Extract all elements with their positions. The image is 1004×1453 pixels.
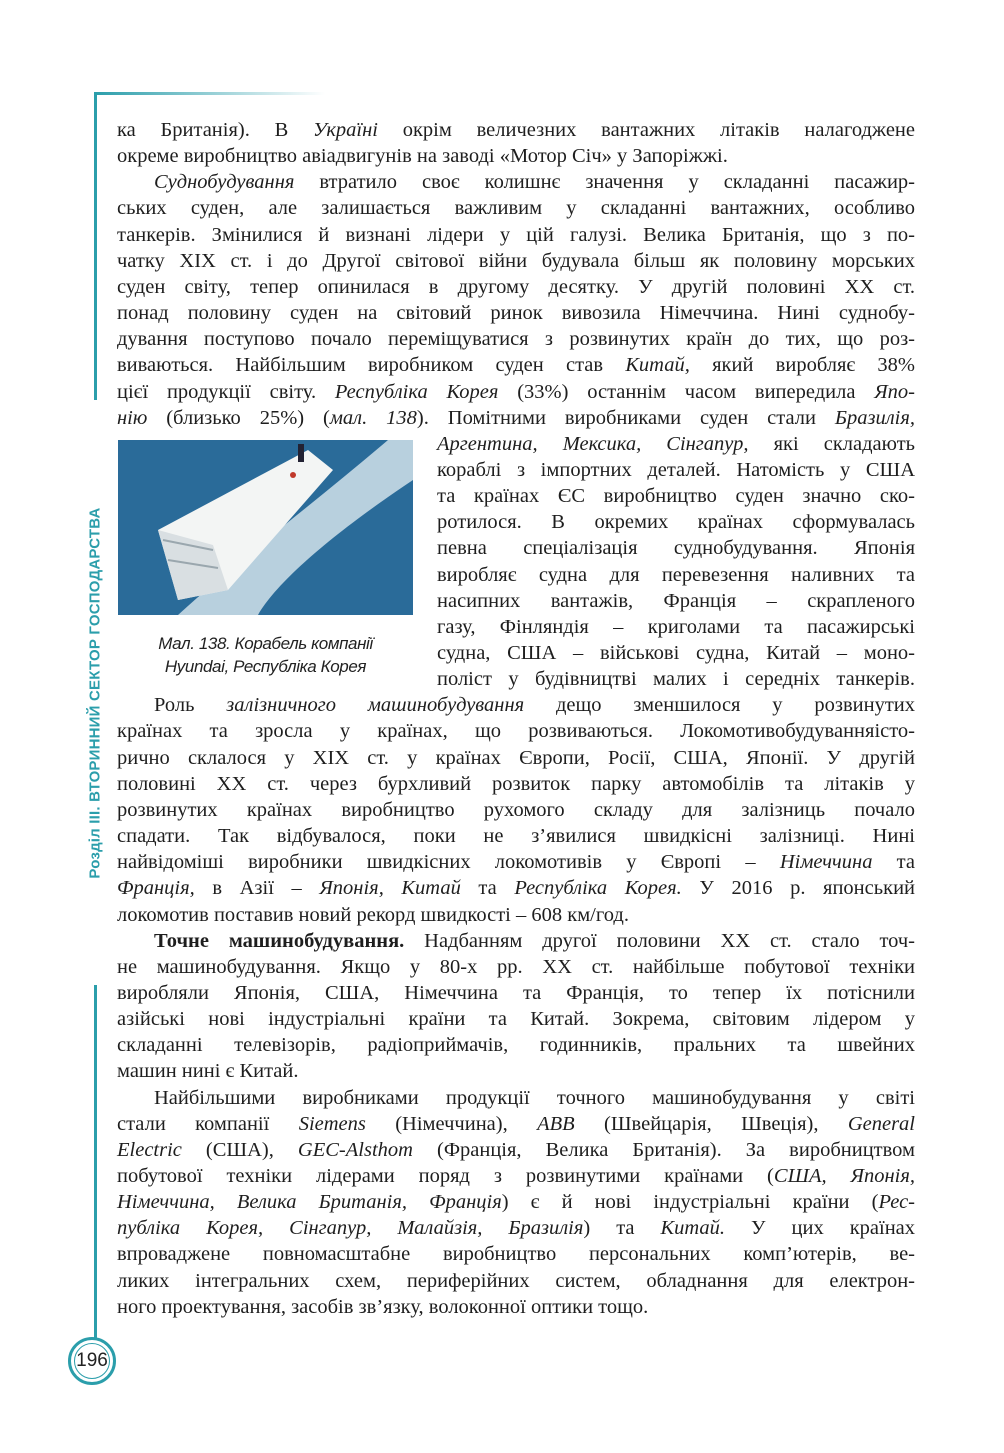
text-line (117, 1215, 915, 1241)
text-line (117, 405, 915, 431)
text-segment: ного проектування, засобів зв’язку, волоконної оптики тощо. (117, 1295, 649, 1318)
text-line (437, 614, 915, 640)
text-line (117, 1137, 915, 1163)
italic-term: Україні (313, 119, 378, 141)
text-line (117, 718, 915, 744)
italic-term: ABB (537, 1112, 575, 1135)
text-segment: рично склалося у XIX ст. у країнах Європи, Росії, США, Японії. У другій (117, 746, 915, 769)
text-segment: газу, Фінляндія – криголами та пасажирські (437, 615, 915, 638)
text-segment: спадати. Так відбувалося, поки не з’явилися швидкісні залізниці. Нині (117, 825, 915, 848)
italic-term: Франція, (117, 877, 195, 900)
text-segment: та (872, 851, 915, 874)
italic-term: Рес- (878, 1191, 915, 1214)
text-segment: виробляли Японія, США, Німеччина та Франція, то тепер їх потіснили (117, 981, 915, 1004)
margin-rule-top (94, 92, 97, 400)
text-segment: танкерів. Змінилися й визнані лідери у цій галузі. Велика Британія, що з по- (117, 223, 915, 246)
text-line (437, 431, 915, 457)
text-segment: ) є й нові індустріальні країни ( (501, 1191, 879, 1214)
figure-ship-photo (118, 440, 413, 615)
text-segment: найвідоміші виробники швидкісних локомотивів у Європі – (117, 851, 780, 874)
text-line (154, 169, 915, 195)
text-segment: окреме виробництво авіадвигунів на заводі «Мотор Січ» у Запоріжжі. (117, 145, 728, 168)
text-line (117, 117, 915, 143)
text-segment: в Азії – (194, 877, 320, 900)
italic-term: нію (117, 406, 148, 429)
text-line (117, 771, 915, 797)
text-segment: втратило своє колишнє значення у складанні пасажир- (294, 171, 915, 194)
text-line (437, 562, 915, 588)
text-segment: кораблі з імпортних деталей. Натомість у США (437, 458, 915, 481)
text-line (117, 1006, 915, 1032)
italic-term: Суднобудування (154, 171, 295, 194)
text-segment: насипних вантажів, Франція – скрапленого (437, 589, 915, 612)
text-segment: Надбанням другої половини XX ст. стало точ- (404, 929, 915, 952)
figure-caption-line1: Мал. 138. Корабель компанії (158, 634, 373, 653)
text-line (117, 326, 915, 352)
text-segment: судна, США – військові судна, Китай – моно- (437, 642, 915, 664)
italic-term: залізничного машинобудування (226, 694, 525, 717)
text-segment: (близько 25%) ( (147, 406, 330, 429)
text-line (154, 692, 915, 718)
text-segment: та (460, 877, 515, 900)
text-segment: Роль (154, 694, 227, 717)
italic-term: Аргентина, Мексика, Сінгапур, (437, 432, 749, 455)
bold-heading: Точне машинобудування. (154, 929, 405, 952)
text-segment: ських суден, але залишається важливим у складанні вантажних, особливо (117, 197, 915, 220)
text-line (117, 745, 915, 771)
italic-term: США, Японія, (773, 1165, 915, 1187)
text-line (117, 849, 915, 875)
text-segment: дещо зменшилося у розвинутих (524, 694, 915, 717)
text-line (117, 1268, 915, 1294)
text-line (117, 980, 915, 1006)
margin-rule-bottom (94, 985, 97, 1340)
italic-term: мал. 138 (329, 406, 417, 429)
figure-caption-line2: Hyundai, Республіка Корея (164, 657, 367, 676)
text-segment: чатку XIX ст. і до Другої світової війни будувала більш як половину морських (117, 249, 915, 272)
text-segment: (Франція, Велика Британія). За виробництвом (412, 1138, 915, 1161)
text-segment: країнах та зросла у країнах, що розвиваються. Локомотивобудуванняісто- (117, 720, 915, 743)
text-segment: побутової техніки лідерами поряд з розвинутими країнами ( (117, 1165, 774, 1187)
text-segment: локомотив поставив новий рекорд швидкості – 608 км/год. (117, 903, 629, 926)
text-segment: машин нині є Китай. (117, 1060, 299, 1083)
text-segment: (Німеччина), (365, 1112, 538, 1135)
italic-term: Японія, Китай (319, 877, 461, 900)
text-segment: впроваджене повномасштабне виробництво персональних комп’ютерів, ве- (117, 1243, 915, 1266)
text-segment: які складають (748, 432, 916, 455)
italic-term: General (847, 1112, 916, 1135)
text-line (117, 195, 915, 221)
text-segment: азійські нові індустріальні країни та Китай. Зокрема, світовим лідером у (117, 1008, 915, 1031)
text-line (117, 379, 915, 405)
text-line (437, 509, 915, 535)
text-segment: та країнах ЄС виробництво суден значно ско- (437, 485, 915, 508)
section-title-vertical: Розділ III. ВТОРИННИЙ СЕКТОР ГОСПОДАРСТВА (86, 507, 104, 879)
text-line (154, 928, 915, 954)
text-line (117, 274, 915, 300)
italic-term: публіка Корея, Сінгапур, Малайзія, Бразилія (117, 1217, 584, 1240)
italic-term: Республіка Корея. (514, 877, 682, 900)
text-line (117, 300, 915, 326)
text-line (437, 640, 915, 666)
italic-term: Китай. (660, 1217, 726, 1240)
text-segment: ) та (583, 1217, 661, 1240)
text-line (117, 797, 915, 823)
text-segment: не машинобудування. Якщо у 80-х рр. XX ст. найбільше побутової техніки (117, 955, 915, 978)
text-line (437, 588, 915, 614)
text-line (117, 1111, 915, 1137)
italic-term: Electric (117, 1138, 182, 1161)
text-line (117, 1058, 915, 1084)
text-line (437, 457, 915, 483)
text-line (117, 352, 915, 378)
text-line (117, 248, 915, 274)
text-segment: ротилося. В окремих країнах сформувалась (437, 511, 915, 534)
text-segment: стали компанії (117, 1112, 299, 1135)
text-line (117, 1163, 915, 1189)
text-line (437, 535, 915, 561)
text-segment: ка Британія). В (117, 119, 314, 141)
text-segment: виробляє судна для перевезення наливних та (437, 563, 915, 586)
text-line (437, 483, 915, 509)
text-line (154, 1085, 915, 1111)
text-line (117, 143, 915, 169)
text-segment: окрім величезних вантажних літаків налагоджене (377, 119, 915, 141)
text-line (117, 954, 915, 980)
text-line (117, 222, 915, 248)
text-line (117, 875, 915, 901)
text-segment: ликих інтегральних схем, периферійних систем, обладнання для електрон- (117, 1269, 915, 1292)
text-segment: (Швейцарія, Швеція), (574, 1112, 848, 1135)
text-segment: (33%) останнім часом випередила (498, 380, 875, 403)
text-line (117, 1294, 915, 1320)
text-segment: суден світу, тепер опинилася в другому десятку. У другій половині XX ст. (117, 275, 915, 298)
italic-term: GEC-Alsthom (297, 1138, 413, 1161)
italic-term: Республіка Корея (334, 380, 499, 403)
header-accent-line (95, 92, 325, 95)
italic-term: Німеччина, Велика Британія, Франція (117, 1191, 502, 1214)
page-number: 196 (68, 1337, 116, 1385)
italic-term: Япо- (874, 380, 916, 403)
text-segment: Найбільшими виробниками продукції точного машинобудування у світі (154, 1086, 915, 1109)
text-segment: У цих країнах (725, 1217, 916, 1240)
text-segment: складанні телевізорів, радіоприймачів, годинників, пральних та швейних (117, 1034, 915, 1057)
italic-term: Siemens (298, 1112, 366, 1135)
ship-illustration (118, 440, 413, 615)
italic-term: Китай, (625, 354, 690, 377)
text-segment: цієї продукції світу. (117, 380, 335, 403)
text-line (117, 823, 915, 849)
italic-term: Бразилія, (834, 406, 915, 429)
text-segment: певна спеціалізація суднобудування. Японія (437, 537, 915, 560)
text-line (117, 1241, 915, 1267)
italic-term: Німеччина (779, 851, 873, 874)
text-segment: який виробляє 38% (689, 354, 916, 377)
text-line (437, 666, 915, 692)
text-segment: виваються. Найбільшим виробником суден став (117, 354, 626, 377)
text-line (117, 1189, 915, 1215)
text-segment: ). Помітними виробниками суден стали (416, 406, 835, 429)
text-segment: половині XX ст. через бурхливий розвиток парку автомобілів та літаків у (117, 772, 915, 795)
text-segment: понад половину суден на світовий ринок вивозила Німеччина. Нині суднобу- (117, 302, 915, 325)
text-segment: дування поступово почало переміщуватися з розвинутих країн до тих, що роз- (117, 328, 915, 351)
text-segment: У 2016 р. японський (681, 877, 916, 900)
text-line (117, 1032, 915, 1058)
text-segment: (США), (181, 1138, 298, 1161)
text-segment: поліст у будівництві малих і середніх танкерів. (437, 668, 915, 691)
text-line (117, 902, 915, 928)
text-segment: розвинутих країнах виробництво рухомого складу для залізниць почало (117, 798, 915, 821)
